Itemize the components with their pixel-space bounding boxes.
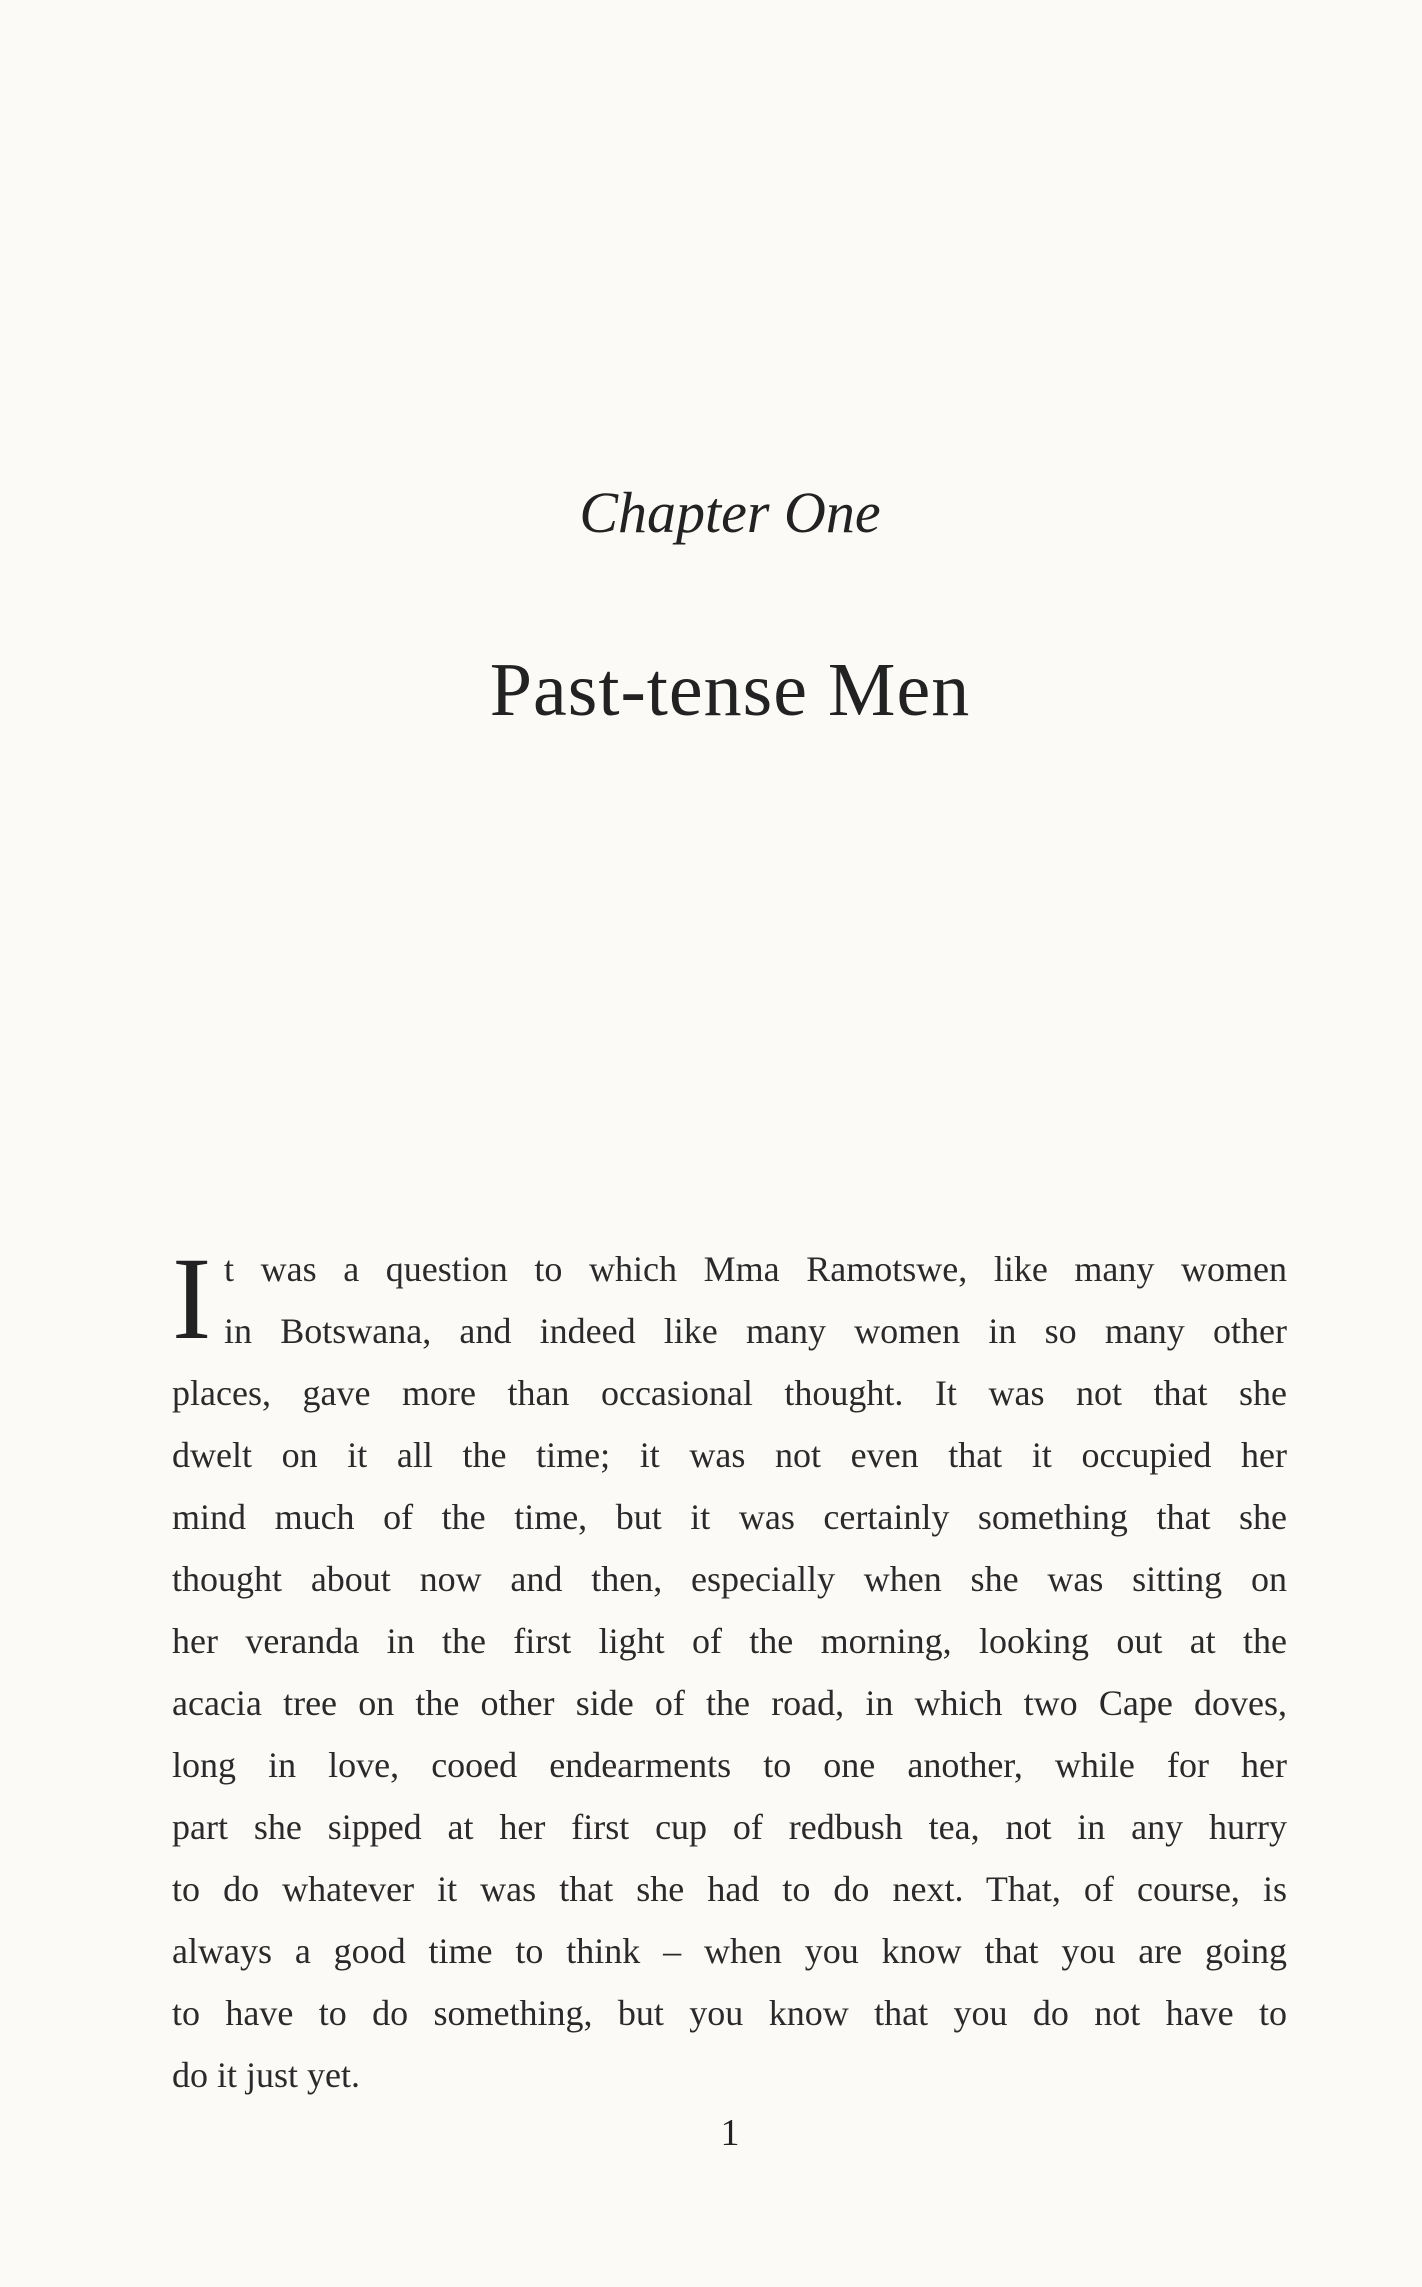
text-line: part she sipped at her first cup of redbush tea, not in any hurry	[172, 1807, 1287, 1847]
text-line: places, gave more than occasional thought. It was not that she	[172, 1373, 1287, 1413]
text-line: do it just yet.	[172, 2055, 360, 2095]
text-line: long in love, cooed endearments to one another, while for her	[172, 1745, 1287, 1785]
text-line: in Botswana, and indeed like many women in so many other	[224, 1311, 1287, 1351]
text-line: to have to do something, but you know that you do not have to	[172, 1993, 1287, 2033]
chapter-title: Past-tense Men	[489, 648, 971, 732]
text-line: acacia tree on the other side of the road, in which two Cape doves,	[172, 1683, 1287, 1723]
text-line: to do whatever it was that she had to do next. That, of course, is	[172, 1869, 1287, 1909]
text-line: mind much of the time, but it was certainly something that she	[172, 1497, 1287, 1537]
chapter-label: Chapter One	[579, 480, 881, 545]
text-line: always a good time to think – when you know that you are going	[172, 1931, 1287, 1971]
text-line: dwelt on it all the time; it was not even that it occupied her	[172, 1435, 1287, 1475]
page-number: 1	[720, 2112, 740, 2154]
drop-cap: I	[172, 1233, 212, 1364]
body-paragraph	[172, 1233, 1287, 2106]
text-line: her veranda in the first light of the morning, looking out at the	[172, 1621, 1287, 1661]
text-line: t was a question to which Mma Ramotswe, like many women	[224, 1249, 1287, 1289]
text-line: thought about now and then, especially when she was sitting on	[172, 1559, 1287, 1599]
